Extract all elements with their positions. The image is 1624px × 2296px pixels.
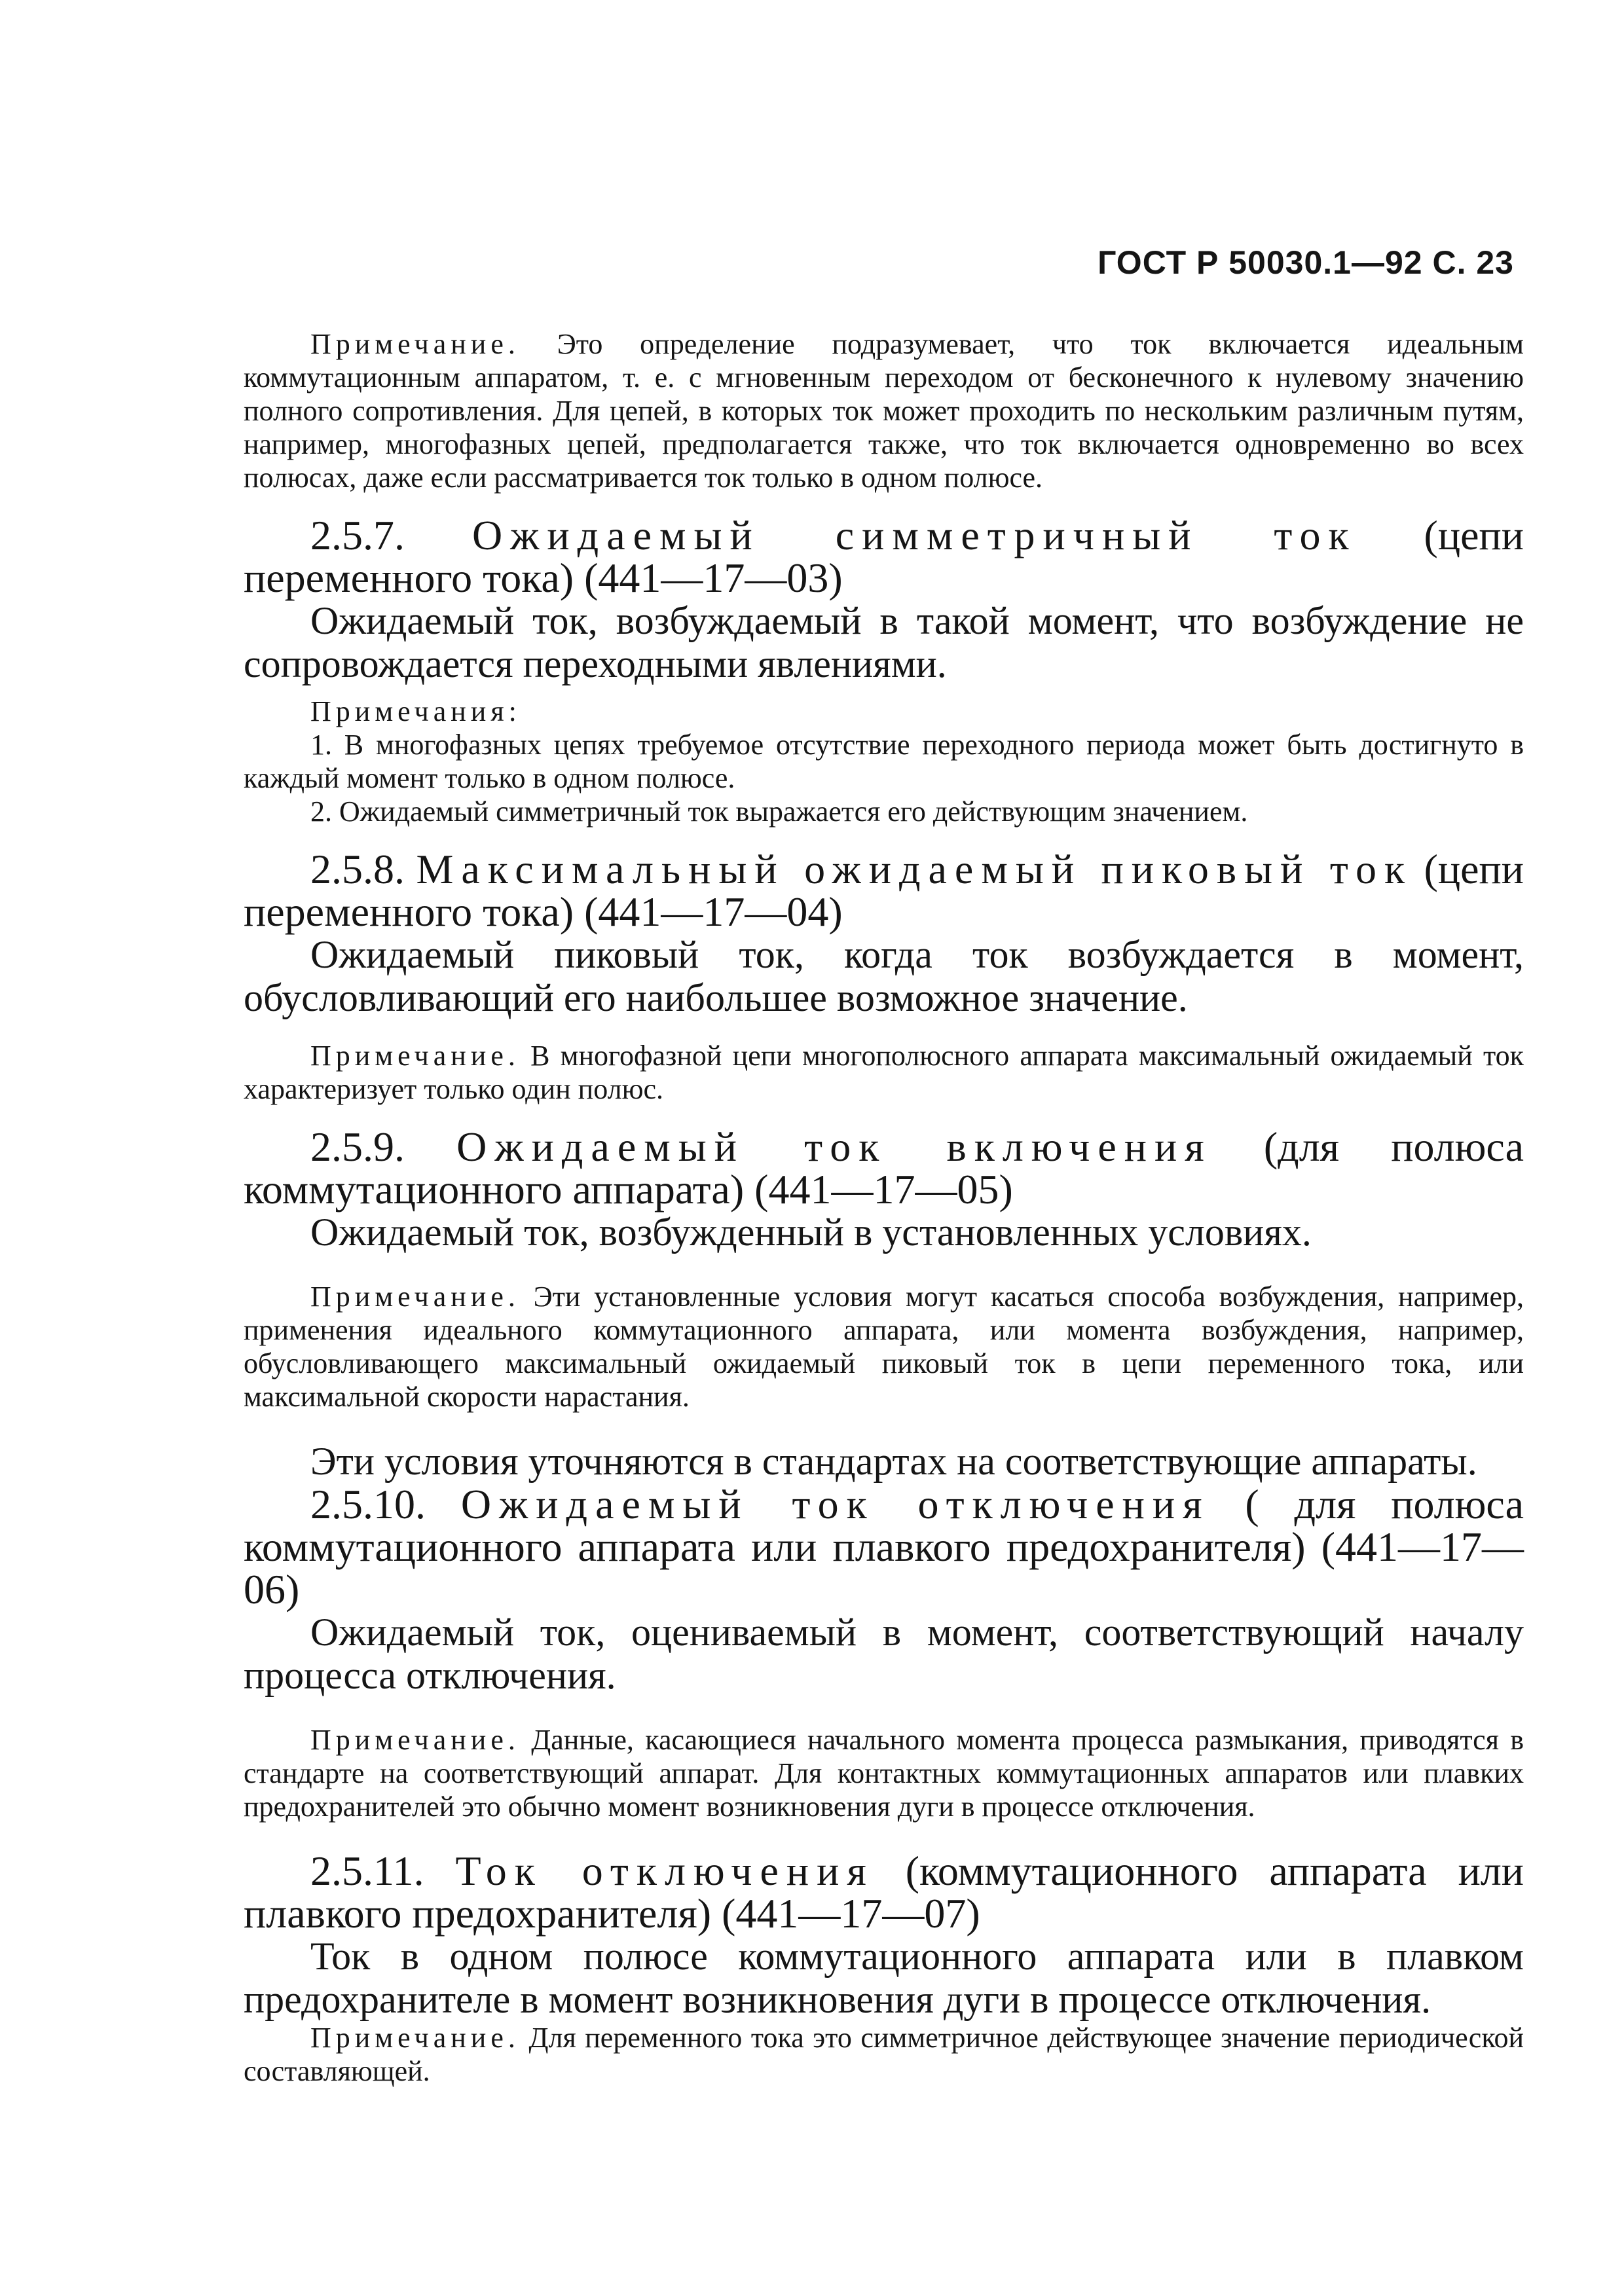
term-name: Ожидаемый ток включения <box>456 1123 1212 1170</box>
note-2-5-8 <box>244 1039 1524 1106</box>
notes-label: Примечания: <box>310 695 521 727</box>
term-number: 2.5.10. <box>310 1481 426 1527</box>
term-2-5-9 <box>244 1125 1524 1211</box>
term-number: 2.5.11. <box>310 1848 424 1894</box>
term-name: Максимальный ожидаемый пиковый ток <box>416 846 1413 892</box>
term-number: 2.5.9. <box>310 1123 405 1170</box>
term-name: Ожидаемый ток отключения <box>460 1481 1210 1527</box>
definition-2-5-7: Ожидаемый ток, возбуждаемый в такой момент, что возбуждение не сопровождается переходными явлениями. <box>244 599 1524 685</box>
term-qualifier: (для полюса коммутационного аппарата) (441—17—05) <box>244 1123 1524 1212</box>
definition-2-5-11: Ток в одном полюсе коммутационного аппарата или в плавком предохранителе в момент возникновения дуги в процессе отключения. <box>244 1935 1524 2021</box>
term-qualifier: (коммутационного аппарата или плавкого предохранителя) (441—17—07) <box>244 1848 1524 1937</box>
definition-2-5-8: Ожидаемый пиковый ток, когда ток возбуждается в момент, обусловливающий его наибольшее возможное значение. <box>244 933 1524 1019</box>
note-label: Примечание. <box>310 1040 520 1072</box>
note-text: В многофазной цепи многополюсного аппарата максимальный ожидаемый ток характеризует только один полюс. <box>244 1040 1524 1105</box>
note-item: 2. Ожидаемый симметричный ток выражается его действующим значением. <box>310 795 1248 828</box>
note-text: Это определение подразумевает, что ток включается идеальным коммутационным аппаратом, т. е. с мгновенным переходом от бесконечного к нулевому значению полного сопротивления. Для цепей, в которых ток может проходить по нескольким различным путям, например, многофазных цепей, предполагается также, что ток включается одновременно во всех полюсах, даже если рассматривается ток только в одном полюсе. <box>244 328 1524 494</box>
note-2-5-9 <box>244 1280 1524 1413</box>
term-qualifier: (цепи переменного тока) (441—17—03) <box>244 512 1524 601</box>
term-2-5-7 <box>244 514 1524 599</box>
term-qualifier: ( для полюса коммутационного аппарата или плавкого предохранителя) (441—17—06) <box>244 1481 1524 1613</box>
note-text: Для переменного тока это симметричное действующее значение периодической составляющей. <box>244 2022 1524 2087</box>
definition-2-5-9: Ожидаемый ток, возбужденный в установленных условиях. <box>310 1211 1312 1254</box>
note-label: Примечание. <box>310 1281 520 1313</box>
note-text: Данные, касающиеся начального момента процесса размыкания, приводятся в стандарте на соответствующий аппарат. Для контактных коммутационных аппаратов или плавких предохранителей это обычно момент возникновения дуги в процессе отключения. <box>244 1724 1524 1823</box>
page-header: ГОСТ Р 50030.1—92 С. 23 <box>1098 244 1514 281</box>
term-name: Ток отключения <box>455 1848 874 1894</box>
term-number: 2.5.7. <box>310 512 405 558</box>
note-2-5-11 <box>244 2021 1524 2088</box>
term-qualifier: (цепи переменного тока) (441—17—04) <box>244 846 1524 935</box>
extra-text-2-5-9: Эти условия уточняются в стандартах на соответствующие аппараты. <box>310 1440 1477 1483</box>
term-2-5-10 <box>244 1483 1524 1611</box>
definition-2-5-10: Ожидаемый ток, оцениваемый в момент, соответствующий началу процесса отключения. <box>244 1611 1524 1697</box>
document-body <box>244 327 1524 2088</box>
note-text: Эти установленные условия могут касаться способа возбуждения, например, применения идеального коммутационного аппарата, или момента возбуждения, например, обусловливающего максимальный ожидаемый пиковый ток в цепи переменного тока, или максимальной скорости нарастания. <box>244 1281 1524 1413</box>
term-2-5-11 <box>244 1850 1524 1935</box>
note-label: Примечание. <box>310 1724 520 1756</box>
note-item: 1. В многофазных цепях требуемое отсутствие переходного периода может быть достигнуто в каждый момент только в одном полюсе. <box>244 729 1524 794</box>
note-2-5-10 <box>244 1723 1524 1823</box>
term-2-5-8 <box>244 848 1524 933</box>
notes-2-5-7 <box>244 695 1524 828</box>
note-intro <box>244 327 1524 494</box>
term-name: Ожидаемый симметричный ток <box>471 512 1357 558</box>
note-label: Примечание. <box>310 2022 520 2054</box>
term-number: 2.5.8. <box>310 846 405 892</box>
note-label: Примечание. <box>310 328 520 360</box>
